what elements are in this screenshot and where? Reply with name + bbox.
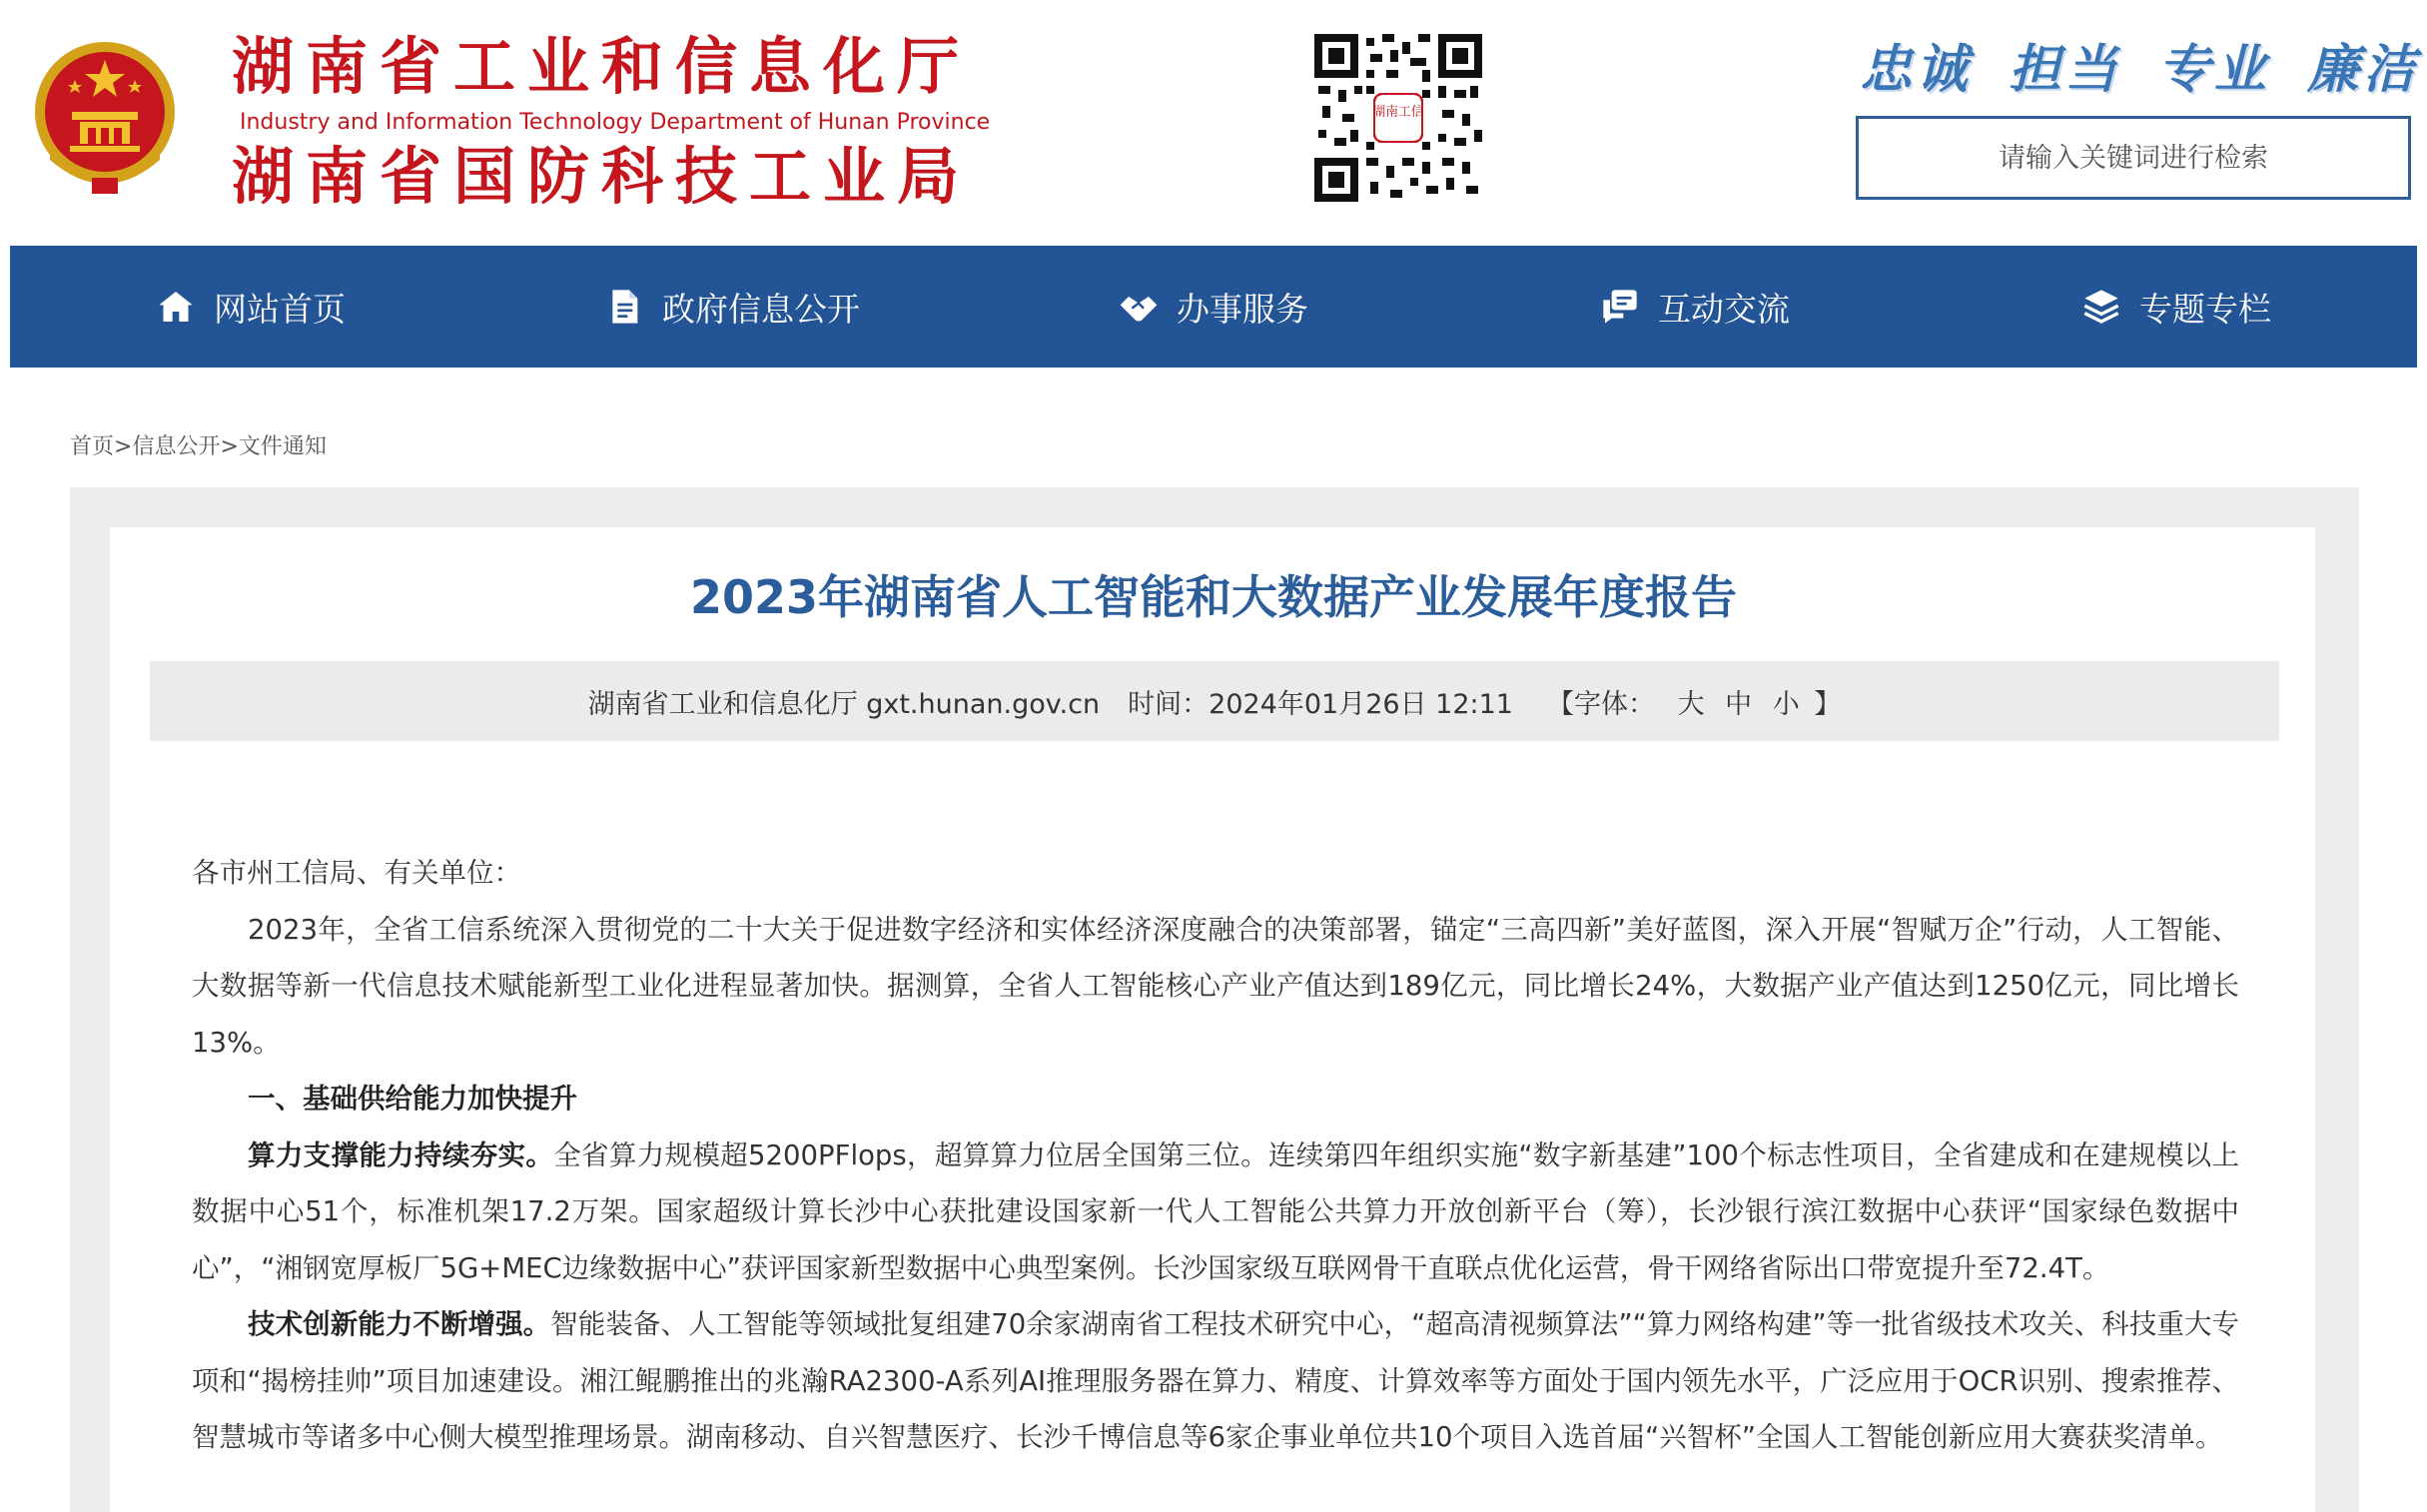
site-header [0, 0, 2427, 245]
article-meta [150, 661, 2279, 741]
article-title: 2023年湖南省人工智能和大数据产业发展年度报告 [689, 570, 1738, 624]
slogans [1860, 28, 2419, 100]
nav-item-services[interactable] [973, 246, 1454, 368]
document-icon [604, 287, 644, 327]
slogan-loyalty: 忠诚 [1860, 39, 1973, 100]
paragraph-body: 智能装备、人工智能等领域批复组建70余家湖南省工程技术研究中心，“超高清视频算法”“算力网络构建”等一批省级技术攻关、科技重大专项和“揭榜挂帅”项目加速建设。湘江鲲鹏推出的兆瀚RA2300-A系列AI推理服务器在算力、精度、计算效率等方面处于国内领先水平，广泛应用于OCR识别、搜索推荐、智慧城市等诸多中心侧大模型推理场景。湖南移动、自兴智慧医疗、长沙千博信息等6家企事业单位共10个项目入选首届“兴智杯”全国人工智能创新应用大赛获奖清单。 [192, 1308, 2240, 1453]
qr-code-icon [1314, 34, 1482, 202]
article-source: 湖南省工业和信息化厅 gxt.hunan.gov.cn [587, 688, 1101, 720]
nav-item-interaction[interactable] [1454, 246, 1936, 368]
font-size-control [1547, 682, 1841, 721]
search-input[interactable] [1859, 118, 2408, 198]
org-name-english: Industry and Information Technology Department of Hunan Province [240, 110, 991, 135]
breadcrumb-separator: > [220, 434, 239, 459]
paragraph-lead: 算力支撑能力持续夯实。 [248, 1138, 554, 1171]
nav-item-label: 办事服务 [1177, 289, 1308, 329]
section-heading [192, 1071, 2239, 1128]
nav-item-label: 网站首页 [214, 289, 346, 329]
org-name-secondary: 湖南省国防科技工业局 [232, 140, 972, 213]
national-emblem-icon [30, 38, 180, 198]
article-paragraph [192, 1128, 2239, 1297]
search-box[interactable] [1856, 116, 2411, 200]
nav-item-home[interactable] [10, 246, 491, 368]
nav-item-topics[interactable] [1936, 246, 2417, 368]
nav-item-gov-info[interactable] [491, 246, 973, 368]
slogan-professional: 专业 [2157, 39, 2270, 100]
font-size-large-button[interactable]: 大 [1677, 688, 1705, 720]
breadcrumb-home[interactable]: 首页 [70, 434, 115, 459]
article-intro: 2023年，全省工信系统深入贯彻党的二十大关于促进数字经济和实体经济深度融合的决策部署，锚定“三高四新”美好蓝图，深入开展“智赋万企”行动，人工智能、大数据等新一代信息技术赋能新型工业化进程显著加快。据测算，全省人工智能核心产业产值达到189亿元，同比增长24%，大数据产业产值达到1250亿元，同比增长13%。 [192, 913, 2239, 1059]
article-paragraph [192, 1296, 2239, 1466]
font-size-small-button[interactable]: 小 [1772, 688, 1800, 720]
section-heading-text: 一、基础供给能力加快提升 [248, 1083, 577, 1115]
org-name-primary: 湖南省工业和信息化厅 [232, 30, 972, 103]
breadcrumb-separator: > [114, 434, 133, 459]
article-time: 时间：2024年01月26日 12:11 [1128, 688, 1513, 720]
paragraph-body: 全省算力规模超5200PFlops，超算算力位居全国第三位。连续第四年组织实施“数字新基建”100个标志性项目，全省建成和在建规模以上数据中心51个，标准机架17.2万架。国家超级计算长沙中心获批建设国家新一代人工智能公共算力开放创新平台（筹），长沙银行滨江数据中心获评“国家绿色数据中心”，“湘钢宽厚板厂5G+MEC边缘数据中心”获评国家新型数据中心典型案例。长沙国家级互联网骨干直联点优化运营，骨干网络省际出口带宽提升至72.4T。 [192, 1138, 2239, 1284]
handshake-icon [1119, 287, 1159, 327]
nav-item-label: 专题专栏 [2139, 289, 2271, 329]
font-size-medium-button[interactable]: 中 [1725, 688, 1753, 720]
breadcrumb-file-notice[interactable]: 文件通知 [238, 434, 327, 459]
home-icon [156, 287, 196, 327]
nav-item-label: 互动交流 [1658, 289, 1790, 329]
chat-icon [1600, 287, 1640, 327]
slogan-integrity: 廉洁 [2306, 39, 2419, 100]
font-size-label-close: 】 [1814, 688, 1842, 720]
nav-item-label: 政府信息公开 [662, 289, 860, 329]
org-brand[interactable] [232, 28, 991, 216]
breadcrumb [70, 429, 327, 460]
font-size-label-open: 【字体： [1546, 688, 1655, 720]
breadcrumb-info-public[interactable]: 信息公开 [132, 434, 221, 459]
layers-icon [2081, 287, 2121, 327]
article-body [192, 845, 2239, 1466]
main-nav [10, 246, 2417, 368]
slogan-responsibility: 担当 [2009, 39, 2121, 100]
article-salutation: 各市州工信局、有关单位： [192, 857, 521, 889]
svg-text:湖南工信: 湖南工信 [1372, 105, 1424, 120]
paragraph-lead: 技术创新能力不断增强。 [248, 1308, 551, 1340]
